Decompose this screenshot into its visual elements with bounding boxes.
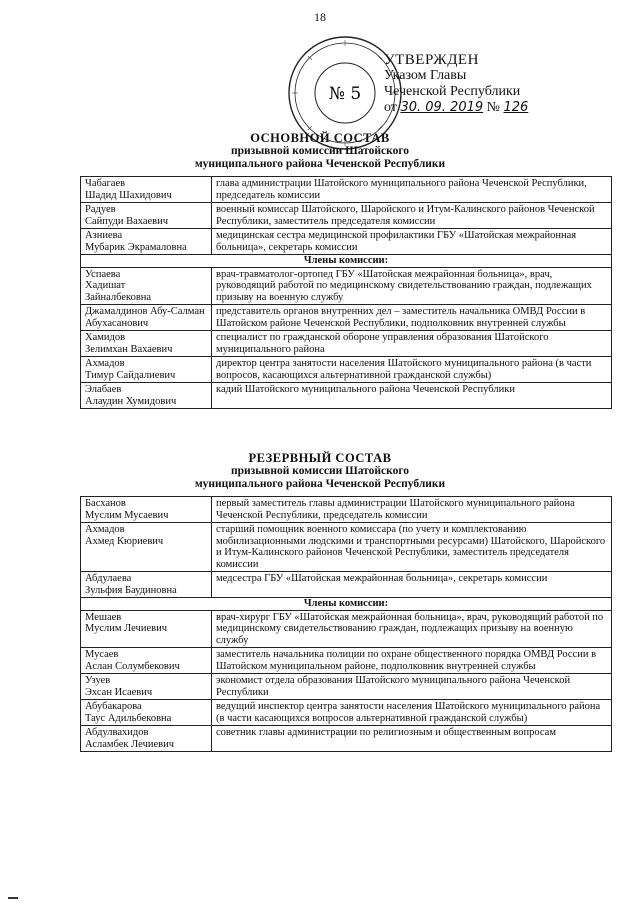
member-role: первый заместитель главы администрации Шатойского муниципального района Чеченской Республики, председатель комиссии [212, 497, 612, 523]
approval-block [384, 52, 528, 116]
member-name: Мешаев Муслим Лечиевич [81, 610, 212, 648]
approval-line2: Чеченской Республики [384, 84, 521, 99]
member-role: советник главы администрации по религиозным и общественным вопросам [212, 726, 612, 752]
member-name: Джамалдинов Абу-Салман Абухасанович [81, 305, 212, 331]
table-row [81, 203, 612, 229]
member-role: военный комиссар Шатойского, Шаройского и Итум-Калинского районов Чеченской Республики, заместитель председателя комиссии [212, 203, 612, 229]
member-role: медицинская сестра медицинской профилактики ГБУ «Шатойская межрайонная больница», секретарь комиссии [212, 229, 612, 255]
member-role: заместитель начальника полиции по охране общественного порядка ОМВД России в Шатойском муниципальном районе, подполковник внутренней службы [212, 648, 612, 674]
member-role: представитель органов внутренних дел – заместитель начальника ОМВД России в Шатойском районе Чеченской Республики, подполковник внутренней службы [212, 305, 612, 331]
member-name: Элабаев Алаудин Хумидович [81, 383, 212, 409]
member-role: ведущий инспектор центра занятости населения Шатойского муниципального района (в части касающихся вопросов альтернативной гражданской службы) [212, 700, 612, 726]
member-role: медсестра ГБУ «Шатойская межрайонная больница», секретарь комиссии [212, 572, 612, 598]
member-name: Абдулвахидов Асламбек Лечиевич [81, 726, 212, 752]
table-row [81, 700, 612, 726]
member-name: Успаева Хадишат Зайналбековна [81, 267, 212, 305]
member-role: глава администрации Шатойского муниципального района Чеченской Республики, председатель комиссии [212, 177, 612, 203]
approval-date: 30. 09. 2019 [400, 100, 484, 115]
table-row [81, 267, 612, 305]
member-name: Абдулаева Зульфия Баудиновна [81, 572, 212, 598]
member-name: Узуев Эхсан Исаевич [81, 674, 212, 700]
member-role: кадий Шатойского муниципального района Чеченской Республики [212, 383, 612, 409]
table-row [81, 523, 612, 572]
reserve-heading [0, 452, 640, 491]
main-composition-table [80, 176, 612, 409]
table-row [81, 497, 612, 523]
table-row [81, 674, 612, 700]
member-name: Басханов Муслим Мусаевич [81, 497, 212, 523]
members-label-row [81, 255, 612, 268]
date-prefix: от [384, 100, 397, 115]
member-role: экономист отдела образования Шатойского муниципального района Чеченской Республики [212, 674, 612, 700]
member-role: специалист по гражданской обороне управления образования Шатойского муниципального района [212, 331, 612, 357]
table-row [81, 726, 612, 752]
member-name: Ахмадов Тимур Сайдалиевич [81, 357, 212, 383]
member-role: врач-хирург ГБУ «Шатойская межрайонная больница», врач, руководящий работой по медицинскому свидетельствованию граждан, подлежащих призыву на военную службу [212, 610, 612, 648]
seal-number: № 5 [328, 84, 362, 104]
main-heading [0, 132, 640, 171]
member-role: старший помощник военного комиссара (по учету и комплектованию мобилизационными людскими и транспортными ресурсами) Шатойского, Шаройского и Итум-Калинского районов Чеченской Республики, заместитель председателя комиссии [212, 523, 612, 572]
table-row [81, 331, 612, 357]
reserve-subtitle-2: муниципального района Чеченской Республики [194, 478, 446, 490]
reserve-subtitle-1: призывной комиссии Шатойского [230, 465, 410, 477]
table-row [81, 648, 612, 674]
table-row [81, 572, 612, 598]
member-name: Ахмадов Ахмед Кюриевич [81, 523, 212, 572]
main-title: ОСНОВНОЙ СОСТАВ [250, 131, 390, 145]
members-label: Члены комиссии: [81, 255, 612, 268]
page-number: 18 [314, 10, 326, 24]
table-row [81, 357, 612, 383]
member-name: Мусаев Аслан Солумбекович [81, 648, 212, 674]
main-subtitle-2: муниципального района Чеченской Республики [194, 158, 446, 170]
member-name: Чабагаев Шадид Шахидович [81, 177, 212, 203]
table-row [81, 610, 612, 648]
scan-mark [8, 897, 18, 899]
table-row [81, 305, 612, 331]
member-name: Азниева Мубарик Экрамаловна [81, 229, 212, 255]
member-role: директор центра занятости населения Шатойского муниципального района (в части вопросов, касающихся альтернативной гражданской службы) [212, 357, 612, 383]
reserve-composition-table [80, 496, 612, 752]
member-name: Радуев Сайпуди Вахаевич [81, 203, 212, 229]
approval-line1: Указом Главы [384, 68, 467, 83]
members-label-row [81, 598, 612, 611]
table-row [81, 383, 612, 409]
members-label: Члены комиссии: [81, 598, 612, 611]
member-name: Абубакарова Таус Адильбековна [81, 700, 212, 726]
member-name: Хамидов Зелимхан Вахаевич [81, 331, 212, 357]
approval-title: УТВЕРЖДЕН [384, 52, 479, 68]
main-subtitle-1: призывной комиссии Шатойского [230, 145, 410, 157]
table-row [81, 177, 612, 203]
approval-number: 126 [503, 100, 529, 115]
number-prefix: № [486, 100, 500, 115]
member-role: врач-травматолог-ортопед ГБУ «Шатойская межрайонная больница», врач, руководящий работой по медицинскому свидетельствованию граждан, подлежащих призыву на военную службу [212, 267, 612, 305]
table-row [81, 229, 612, 255]
reserve-title: РЕЗЕРВНЫЙ СОСТАВ [248, 451, 392, 465]
